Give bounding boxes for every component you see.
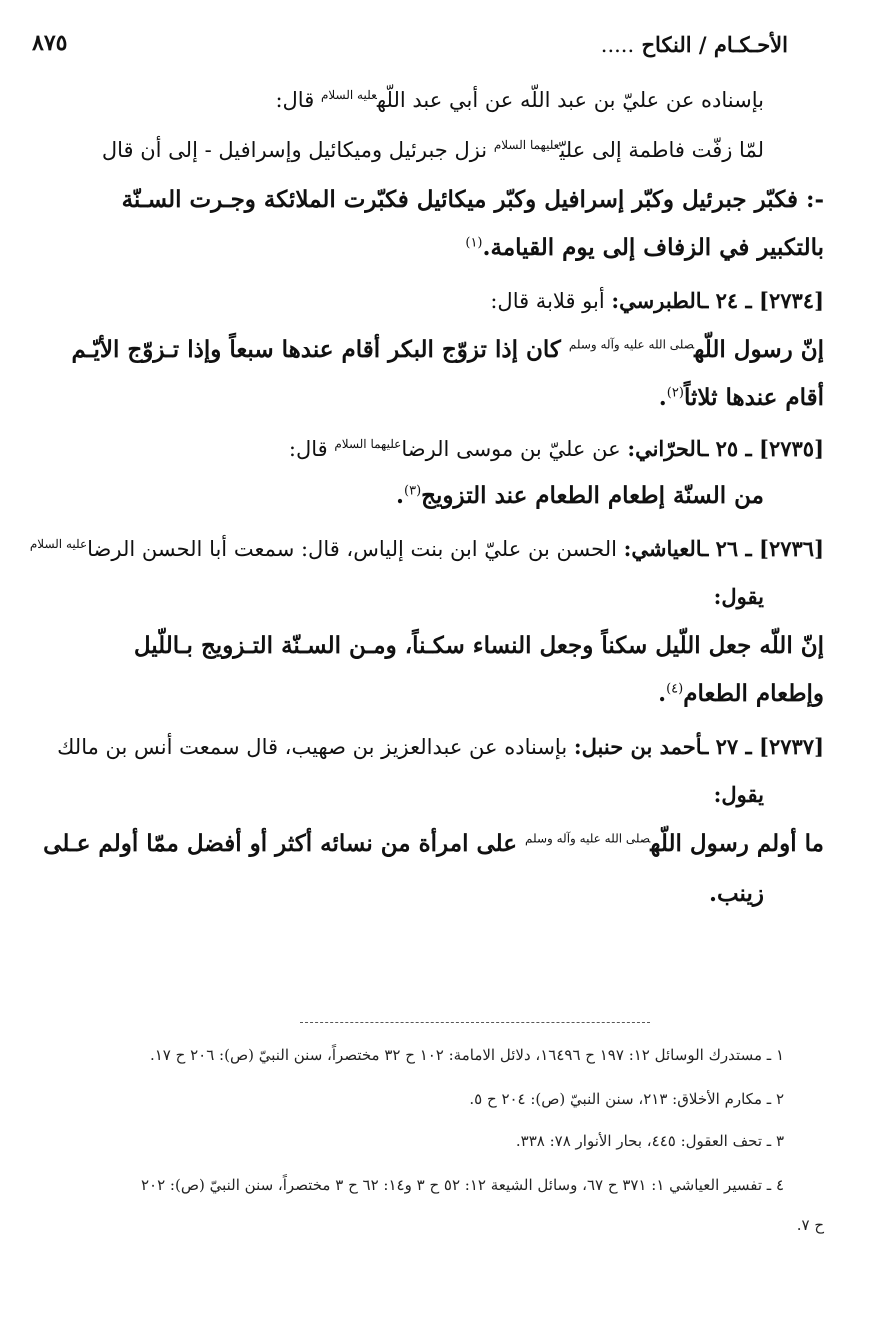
entry-source: الحرّاني: xyxy=(627,436,703,461)
entry-text: عن عليّ بن موسى الرضا xyxy=(401,437,621,461)
body-line-16: ما أولم رسول اللّه$^{صلى الله عليه وآله وسلم}$ على امرأة من نسائه أكثر أو أفضل ممّا أولم عـلى xyxy=(43,830,824,857)
body-line-9: من السنّة إطعام الطعام عند التزويج$^{(٣)}$. xyxy=(396,482,764,509)
running-title-dots: ..... xyxy=(600,33,635,57)
hadith-entry-2734 xyxy=(490,288,824,314)
honorific-glyph: عليه السلام xyxy=(320,88,377,102)
entry-text: أبو قلابة قال: xyxy=(490,289,605,313)
body-line-12: إنّ اللّه جعل اللّيل سكناً وجعل النساء سكـناً، ومـن السـنّة التـزويج بـاللّيل xyxy=(133,632,824,659)
body-line-4: بالتكبير في الزفاف إلى يوم القيامة.$^{(١)}$ xyxy=(465,234,824,261)
running-title-text: الأحـكـام / النكاح xyxy=(641,32,788,57)
body-line-7: أقام عندها ثلاثاً$^{(٢)}$. xyxy=(658,384,824,411)
honorific-glyph: عليه السلام xyxy=(29,537,88,551)
body-line-11: يقول: xyxy=(713,584,764,609)
footnote-ref: (٣) xyxy=(404,483,422,499)
entry-text: الحسن بن عليّ ابن بنت إلياس، قال: سمعت أبا الحسن الرضا xyxy=(87,537,617,561)
body-line-6: إنّ رسول اللّه$^{صلى الله عليه وآله وسلم}$ كان إذا تزوّج البكر أقام عندها سبعاً وإذا تـزوّج الأيّـم xyxy=(71,336,824,363)
entry-ref: [٢٧٣٧] ـ ٢٧ ـ xyxy=(702,734,824,759)
footnote-4: ٤ ـ تفسير العياشي ١: ٣٧١ ح ٦٧، وسائل الشيعة ١٢: ٥٢ ح ٣ و١٤: ٦٢ ح ٣ مختصراً، سنن النبيّ (ص): ٢٠٢ xyxy=(140,1176,784,1194)
footnote-3: ٣ ـ تحف العقول: ٤٤٥، بحار الأنوار ٧٨: ٣٣٨. xyxy=(515,1132,784,1150)
honorific-glyph: عليهما السلام xyxy=(493,138,560,152)
footnote-ref: (٢) xyxy=(666,385,684,401)
body-line-13: وإطعام الطعام$^{(٤)}$. xyxy=(658,680,824,707)
body-line-1: بإسناده عن عليّ بن عبد اللّه عن أبي عبد اللّه$^{عليه السلام}$ قال: xyxy=(275,88,764,112)
body-line-3: -: فكبّر جبرئيل وكبّر إسرافيل وكبّر ميكائيل فكبّرت الملائكة وجـرت السـنّة xyxy=(121,186,824,213)
body-line-2: لمّا زفّت فاطمة إلى عليّ$^{عليهما السلام}$ نزل جبرئيل وميكائيل وإسرافيل - إلى أن قال xyxy=(101,138,764,162)
hadith-entry-2735 xyxy=(289,436,824,462)
footnote-ref: (١) xyxy=(465,235,483,251)
footnote-ref: (٤) xyxy=(666,681,684,697)
entry-source: العياشي: xyxy=(623,536,703,561)
entry-text-end: قال: xyxy=(288,437,328,461)
body-line-17: زينب. xyxy=(708,880,764,907)
footnote-4-continuation: ح ٧. xyxy=(796,1216,824,1234)
footnote-2: ٢ ـ مكارم الأخلاق: ٢١٣، سنن النبيّ (ص): ٢٠٤ ح ٥. xyxy=(469,1090,784,1108)
page-number: ٨٧٥ xyxy=(32,30,68,56)
entry-ref: [٢٧٣٦] ـ ٢٦ ـ xyxy=(702,536,824,561)
footnote-divider xyxy=(300,1022,650,1023)
running-title xyxy=(601,32,788,57)
footnote-1: ١ ـ مستدرك الوسائل ١٢: ١٩٧ ح ١٦٤٩٦، دلائل الامامة: ١٠٢ ح ٣٢ مختصراً، سنن النبيّ (ص): ٢٠٦ ح ١٧. xyxy=(149,1046,784,1064)
entry-source: الطبرسي: xyxy=(611,288,703,313)
entry-text: بإسناده عن عبدالعزيز بن صهيب، قال سمعت أنس بن مالك xyxy=(57,735,568,759)
body-line-15: يقول: xyxy=(713,782,764,807)
entry-ref: [٢٧٣٤] ـ ٢٤ ـ xyxy=(702,288,824,313)
honorific-glyph: صلى الله عليه وآله وسلم xyxy=(525,831,651,846)
honorific-glyph: عليهما السلام xyxy=(334,437,402,451)
hadith-entry-2736 xyxy=(30,536,824,562)
entry-source: أحمد بن حنبل: xyxy=(573,734,703,759)
entry-ref: [٢٧٣٥] ـ ٢٥ ـ xyxy=(702,436,824,461)
honorific-glyph: صلى الله عليه وآله وسلم xyxy=(568,337,695,352)
hadith-entry-2737 xyxy=(57,734,824,760)
